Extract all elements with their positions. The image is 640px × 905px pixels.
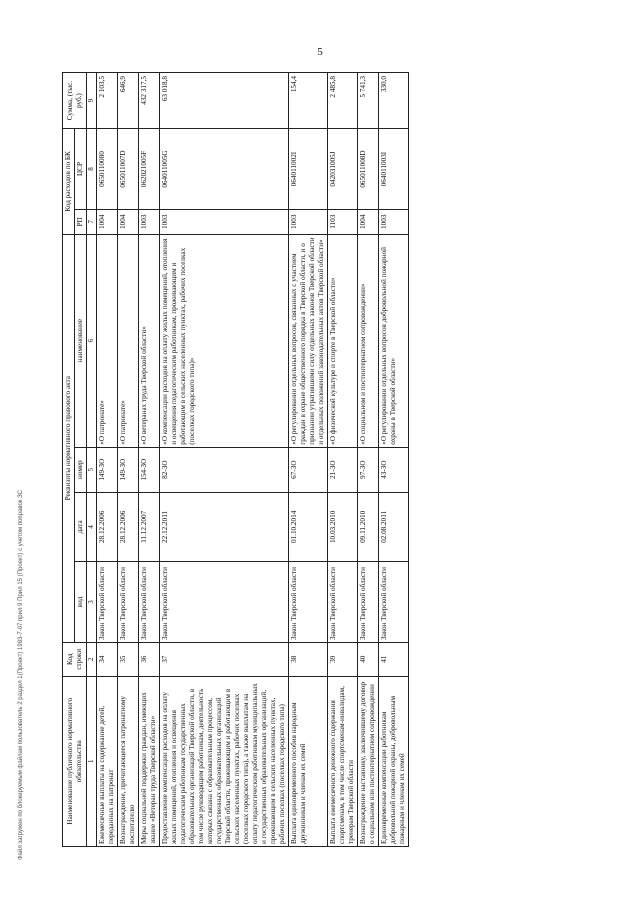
row-act-type: Закон Тверской области [288, 562, 327, 643]
row-sum: 646,9 [117, 73, 138, 129]
row-code: 37 [159, 642, 288, 676]
header-title: наименование [75, 234, 87, 447]
row-act-date: 28.12.2006 [96, 492, 117, 562]
table-row [327, 73, 357, 847]
row-code: 34 [96, 642, 117, 676]
table-row [117, 73, 138, 847]
row-rp: 1003 [159, 209, 288, 234]
row-sum: 432 317,5 [138, 73, 159, 129]
row-name: Выплата единовременного пособия народным дружинникам и членам их семей [288, 676, 327, 846]
header-budget-code: Код расходов по БК [63, 129, 75, 234]
row-act-type: Закон Тверской области [327, 562, 357, 643]
row-act-type: Закон Тверской области [159, 562, 288, 643]
table-body [87, 73, 409, 847]
row-act-title: «О патронате» [96, 234, 117, 447]
header-rp: РП [75, 209, 87, 234]
row-csr: 0650110080 [96, 129, 117, 210]
index-cell: 5 [87, 447, 97, 492]
row-act-title: «О патронате» [117, 234, 138, 447]
row-act-date: 28.12.2006 [117, 492, 138, 562]
index-cell: 7 [87, 209, 97, 234]
row-act-title: «О компенсации расходов на оплату жилых помещений, отопления и освещения педагогическим работникам, проживающим и работающим в сельских населенных пунктах, рабочих поселках (поселках городского типа)» [159, 234, 288, 447]
header-requisites: Реквизиты нормативного правового акта [63, 234, 75, 642]
index-cell: 6 [87, 234, 97, 447]
header-name: Наименование публичного нормативного обязательства [63, 676, 87, 846]
row-name: Выплата ежемесячного денежного содержания спортсменам, в том числе спортсменам-инвалидам, тренерам Тверской области [327, 676, 357, 846]
row-act-date: 02.08.2011 [378, 492, 408, 562]
index-cell: 3 [87, 562, 97, 643]
row-rp: 1003 [378, 209, 408, 234]
row-act-number: 97-ЗО [357, 447, 378, 492]
row-name: Вознаграждение наставнику, заключившему договор о социальном или постинтернатном сопровождении [357, 676, 378, 846]
row-sum: 2 485,8 [327, 73, 357, 129]
row-act-date: 01.10.2014 [288, 492, 327, 562]
row-sum: 2 103,5 [96, 73, 117, 129]
row-act-date: 10.03.2010 [327, 492, 357, 562]
row-csr: 064011005G [159, 129, 288, 210]
row-act-number: 82-ЗО [159, 447, 288, 492]
header-code: Код строки [63, 642, 87, 676]
row-act-title: «О физической культуре и спорте в Тверской области» [327, 234, 357, 447]
row-act-title: «О ветеранах труда Тверской области» [138, 234, 159, 447]
footer-note [18, 80, 30, 860]
row-act-date: 09.11.2010 [357, 492, 378, 562]
row-csr: 065011007D [117, 129, 138, 210]
row-csr: 064011003I [378, 129, 408, 210]
rotated-table-area [62, 72, 622, 847]
row-act-date: 22.12.2011 [159, 492, 288, 562]
index-cell: 1 [87, 676, 97, 846]
row-csr: 064011002I [288, 129, 327, 210]
table-row [159, 73, 288, 847]
table-row [288, 73, 327, 847]
row-code: 39 [327, 642, 357, 676]
row-act-type: Закон Тверской области [96, 562, 117, 643]
row-sum: 63 018,8 [159, 73, 288, 129]
obligations-table [62, 72, 409, 847]
row-code: 41 [378, 642, 408, 676]
row-rp: 1103 [327, 209, 357, 234]
row-act-number: 67-ЗО [288, 447, 327, 492]
row-name: Предоставление компенсации расходов на оплату жилых помещений, отопления и освещения педагогическим работникам государственных образовательных организаций Тверской области, в том числе руководящим работникам, деятельность которых связана с образовательным процессом, государственных образовательных организаций Тверской области, проживающим и работающим в сельских населенных пунктах, рабочих поселках (поселках городского типа), а также выплатам на оплату педагогическим работникам муниципальных и государственных образовательных организаций, проживающим в сельских населенных пунктах, рабочих поселках (поселках городского типа) [159, 676, 288, 846]
index-cell: 8 [87, 129, 97, 210]
row-act-type: Закон Тверской области [117, 562, 138, 643]
row-name: Меры социальной поддержки граждан, имеющих звание «Ветеран труда Тверской области» [138, 676, 159, 846]
table-row [96, 73, 117, 847]
header-sum: Сумма, (тыс. руб.) [63, 73, 87, 129]
row-code: 38 [288, 642, 327, 676]
row-sum: 330,0 [378, 73, 408, 129]
table-row [357, 73, 378, 847]
table-row [138, 73, 159, 847]
row-act-number: 21-ЗО [327, 447, 357, 492]
row-code: 35 [117, 642, 138, 676]
row-rp: 1004 [117, 209, 138, 234]
row-csr: 065011008D [357, 129, 378, 210]
row-act-number: 43-ЗО [378, 447, 408, 492]
row-act-type: Закон Тверской области [378, 562, 408, 643]
row-name: Вознаграждение, причитающееся патронатному воспитателю [117, 676, 138, 846]
row-code: 36 [138, 642, 159, 676]
index-row [87, 73, 97, 847]
index-cell: 2 [87, 642, 97, 676]
index-cell: 4 [87, 492, 97, 562]
header-type: вид [75, 562, 87, 643]
row-csr: 042031005J [327, 129, 357, 210]
row-act-type: Закон Тверской области [357, 562, 378, 643]
row-act-number: 149-ЗО [117, 447, 138, 492]
row-name: Ежемесячные выплаты на содержание детей, переданных на патронат [96, 676, 117, 846]
row-act-title: «О регулировании отдельных вопросов добровольной пожарной охраны в Тверской области» [378, 234, 408, 447]
row-code: 40 [357, 642, 378, 676]
row-sum: 5 741,3 [357, 73, 378, 129]
row-rp: 1003 [138, 209, 159, 234]
row-rp: 1003 [288, 209, 327, 234]
row-csr: 062021005F [138, 129, 159, 210]
row-act-number: 149-ЗО [96, 447, 117, 492]
page-number: 5 [317, 46, 323, 58]
row-rp: 1004 [96, 209, 117, 234]
row-act-title: «О социальном и постинтернатном сопровождении» [357, 234, 378, 447]
header-csr: ЦСР [75, 129, 87, 210]
row-act-type: Закон Тверской области [138, 562, 159, 643]
footer-note-text: Файл загружен по блокируемым файлам пользователь 2 раздел 1(Проект) 1983-7-07 прил 9 Прил 15 (Проект) с учетом поправок ЗС [18, 490, 24, 860]
row-name: Единовременные компенсации работникам добровольной пожарной охраны, добровольным пожарным и членам их семей [378, 676, 408, 846]
row-rp: 1004 [357, 209, 378, 234]
table-row [378, 73, 408, 847]
header-row-1 [63, 73, 75, 847]
index-cell: 9 [87, 73, 97, 129]
row-act-number: 154-ЗО [138, 447, 159, 492]
row-act-title: «О регулировании отдельных вопросов, связанных с участием граждан в охране общественного порядка в Тверской области, и о признании утратившими силу отдельных законов Тверской области и отдельных положений законодательных актов Тверской области» [288, 234, 327, 447]
header-date: дата [75, 492, 87, 562]
row-act-date: 11.12.2007 [138, 492, 159, 562]
table-container [62, 72, 622, 847]
row-sum: 154,4 [288, 73, 327, 129]
header-number: номер [75, 447, 87, 492]
